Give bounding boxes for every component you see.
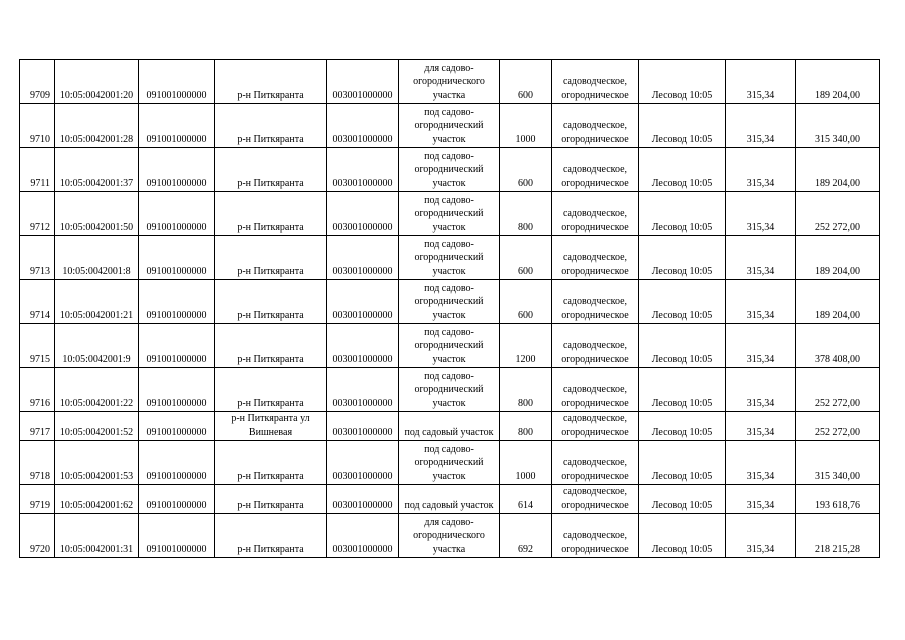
specific-value-cell: 315,34 [726, 324, 796, 368]
address-cell: р-н Питкяранта [215, 60, 327, 104]
permitted-use-cell: под садовый участок [399, 412, 500, 441]
row-number-cell: 9710 [20, 104, 55, 148]
valuation-zone-cell: Лесовод 10:05 [639, 280, 726, 324]
specific-value-cell: 315,34 [726, 192, 796, 236]
valuation-zone-cell: Лесовод 10:05 [639, 514, 726, 558]
valuation-zone-cell: Лесовод 10:05 [639, 412, 726, 441]
address-cell: р-н Питкяранта ул Вишневая [215, 412, 327, 441]
area-cell: 800 [500, 412, 552, 441]
category-code-cell: 003001000000 [327, 514, 399, 558]
row-number-cell: 9718 [20, 441, 55, 485]
use-type-cell: садоводческое, огородническое [552, 280, 639, 324]
area-cell: 1000 [500, 441, 552, 485]
category-code-cell: 003001000000 [327, 368, 399, 412]
cadastral-number-cell: 10:05:0042001:28 [55, 104, 139, 148]
address-cell: р-н Питкяранта [215, 324, 327, 368]
permitted-use-cell: под садово-огороднический участок [399, 280, 500, 324]
table-row [20, 104, 880, 148]
valuation-zone-cell: Лесовод 10:05 [639, 485, 726, 514]
table-row [20, 280, 880, 324]
table-row [20, 236, 880, 280]
use-type-cell: садоводческое, огородническое [552, 485, 639, 514]
category-code-cell: 003001000000 [327, 192, 399, 236]
category-code-cell: 003001000000 [327, 280, 399, 324]
category-code-cell: 003001000000 [327, 236, 399, 280]
land-registry-table-page [19, 59, 879, 558]
permitted-use-cell: под садово-огороднический участок [399, 236, 500, 280]
area-cell: 800 [500, 192, 552, 236]
cadastral-value-cell: 189 204,00 [796, 60, 880, 104]
okato-code-cell: 091001000000 [139, 280, 215, 324]
cadastral-number-cell: 10:05:0042001:37 [55, 148, 139, 192]
category-code-cell: 003001000000 [327, 441, 399, 485]
okato-code-cell: 091001000000 [139, 148, 215, 192]
land-registry-table [19, 59, 880, 558]
cadastral-number-cell: 10:05:0042001:50 [55, 192, 139, 236]
table-row [20, 324, 880, 368]
address-cell: р-н Питкяранта [215, 192, 327, 236]
cadastral-value-cell: 252 272,00 [796, 192, 880, 236]
valuation-zone-cell: Лесовод 10:05 [639, 441, 726, 485]
specific-value-cell: 315,34 [726, 104, 796, 148]
okato-code-cell: 091001000000 [139, 368, 215, 412]
row-number-cell: 9716 [20, 368, 55, 412]
valuation-zone-cell: Лесовод 10:05 [639, 104, 726, 148]
address-cell: р-н Питкяранта [215, 236, 327, 280]
use-type-cell: садоводческое, огородническое [552, 514, 639, 558]
category-code-cell: 003001000000 [327, 148, 399, 192]
row-number-cell: 9720 [20, 514, 55, 558]
use-type-cell: садоводческое, огородническое [552, 192, 639, 236]
address-cell: р-н Питкяранта [215, 280, 327, 324]
area-cell: 1000 [500, 104, 552, 148]
okato-code-cell: 091001000000 [139, 192, 215, 236]
use-type-cell: садоводческое, огородническое [552, 412, 639, 441]
area-cell: 600 [500, 60, 552, 104]
permitted-use-cell: под садово-огороднический участок [399, 104, 500, 148]
category-code-cell: 003001000000 [327, 60, 399, 104]
cadastral-value-cell: 193 618,76 [796, 485, 880, 514]
area-cell: 692 [500, 514, 552, 558]
okato-code-cell: 091001000000 [139, 104, 215, 148]
address-cell: р-н Питкяранта [215, 514, 327, 558]
permitted-use-cell: под садово-огороднический участок [399, 368, 500, 412]
cadastral-value-cell: 218 215,28 [796, 514, 880, 558]
cadastral-number-cell: 10:05:0042001:62 [55, 485, 139, 514]
specific-value-cell: 315,34 [726, 368, 796, 412]
address-cell: р-н Питкяранта [215, 148, 327, 192]
cadastral-number-cell: 10:05:0042001:53 [55, 441, 139, 485]
okato-code-cell: 091001000000 [139, 236, 215, 280]
permitted-use-cell: под садово-огороднический участок [399, 324, 500, 368]
use-type-cell: садоводческое, огородническое [552, 60, 639, 104]
permitted-use-cell: под садовый участок [399, 485, 500, 514]
okato-code-cell: 091001000000 [139, 485, 215, 514]
cadastral-number-cell: 10:05:0042001:8 [55, 236, 139, 280]
specific-value-cell: 315,34 [726, 148, 796, 192]
valuation-zone-cell: Лесовод 10:05 [639, 236, 726, 280]
address-cell: р-н Питкяранта [215, 104, 327, 148]
specific-value-cell: 315,34 [726, 514, 796, 558]
specific-value-cell: 315,34 [726, 412, 796, 441]
permitted-use-cell: под садово-огороднический участок [399, 192, 500, 236]
specific-value-cell: 315,34 [726, 485, 796, 514]
address-cell: р-н Питкяранта [215, 485, 327, 514]
category-code-cell: 003001000000 [327, 324, 399, 368]
cadastral-number-cell: 10:05:0042001:31 [55, 514, 139, 558]
cadastral-value-cell: 189 204,00 [796, 236, 880, 280]
use-type-cell: садоводческое, огородническое [552, 148, 639, 192]
okato-code-cell: 091001000000 [139, 412, 215, 441]
cadastral-number-cell: 10:05:0042001:9 [55, 324, 139, 368]
table-row [20, 148, 880, 192]
use-type-cell: садоводческое, огородническое [552, 324, 639, 368]
row-number-cell: 9711 [20, 148, 55, 192]
address-cell: р-н Питкяранта [215, 368, 327, 412]
table-body [20, 60, 880, 558]
cadastral-number-cell: 10:05:0042001:21 [55, 280, 139, 324]
category-code-cell: 003001000000 [327, 104, 399, 148]
cadastral-value-cell: 315 340,00 [796, 441, 880, 485]
table-row [20, 192, 880, 236]
row-number-cell: 9717 [20, 412, 55, 441]
use-type-cell: садоводческое, огородническое [552, 368, 639, 412]
permitted-use-cell: для садово-огороднического участка [399, 60, 500, 104]
cadastral-value-cell: 252 272,00 [796, 412, 880, 441]
valuation-zone-cell: Лесовод 10:05 [639, 368, 726, 412]
cadastral-number-cell: 10:05:0042001:52 [55, 412, 139, 441]
table-row [20, 485, 880, 514]
permitted-use-cell: для садово-огороднического участка [399, 514, 500, 558]
cadastral-value-cell: 189 204,00 [796, 280, 880, 324]
category-code-cell: 003001000000 [327, 412, 399, 441]
specific-value-cell: 315,34 [726, 441, 796, 485]
area-cell: 600 [500, 280, 552, 324]
address-cell: р-н Питкяранта [215, 441, 327, 485]
specific-value-cell: 315,34 [726, 60, 796, 104]
table-row [20, 514, 880, 558]
area-cell: 600 [500, 236, 552, 280]
area-cell: 800 [500, 368, 552, 412]
valuation-zone-cell: Лесовод 10:05 [639, 148, 726, 192]
okato-code-cell: 091001000000 [139, 60, 215, 104]
row-number-cell: 9715 [20, 324, 55, 368]
cadastral-number-cell: 10:05:0042001:20 [55, 60, 139, 104]
table-row [20, 412, 880, 441]
category-code-cell: 003001000000 [327, 485, 399, 514]
specific-value-cell: 315,34 [726, 236, 796, 280]
table-row [20, 60, 880, 104]
cadastral-value-cell: 189 204,00 [796, 148, 880, 192]
area-cell: 600 [500, 148, 552, 192]
specific-value-cell: 315,34 [726, 280, 796, 324]
table-row [20, 441, 880, 485]
row-number-cell: 9714 [20, 280, 55, 324]
row-number-cell: 9713 [20, 236, 55, 280]
area-cell: 614 [500, 485, 552, 514]
valuation-zone-cell: Лесовод 10:05 [639, 60, 726, 104]
use-type-cell: садоводческое, огородническое [552, 441, 639, 485]
row-number-cell: 9709 [20, 60, 55, 104]
table-row [20, 368, 880, 412]
okato-code-cell: 091001000000 [139, 441, 215, 485]
use-type-cell: садоводческое, огородническое [552, 236, 639, 280]
cadastral-value-cell: 252 272,00 [796, 368, 880, 412]
row-number-cell: 9719 [20, 485, 55, 514]
use-type-cell: садоводческое, огородническое [552, 104, 639, 148]
cadastral-value-cell: 378 408,00 [796, 324, 880, 368]
valuation-zone-cell: Лесовод 10:05 [639, 324, 726, 368]
cadastral-number-cell: 10:05:0042001:22 [55, 368, 139, 412]
okato-code-cell: 091001000000 [139, 324, 215, 368]
cadastral-value-cell: 315 340,00 [796, 104, 880, 148]
permitted-use-cell: под садово-огороднический участок [399, 441, 500, 485]
permitted-use-cell: под садово-огороднический участок [399, 148, 500, 192]
valuation-zone-cell: Лесовод 10:05 [639, 192, 726, 236]
okato-code-cell: 091001000000 [139, 514, 215, 558]
row-number-cell: 9712 [20, 192, 55, 236]
area-cell: 1200 [500, 324, 552, 368]
